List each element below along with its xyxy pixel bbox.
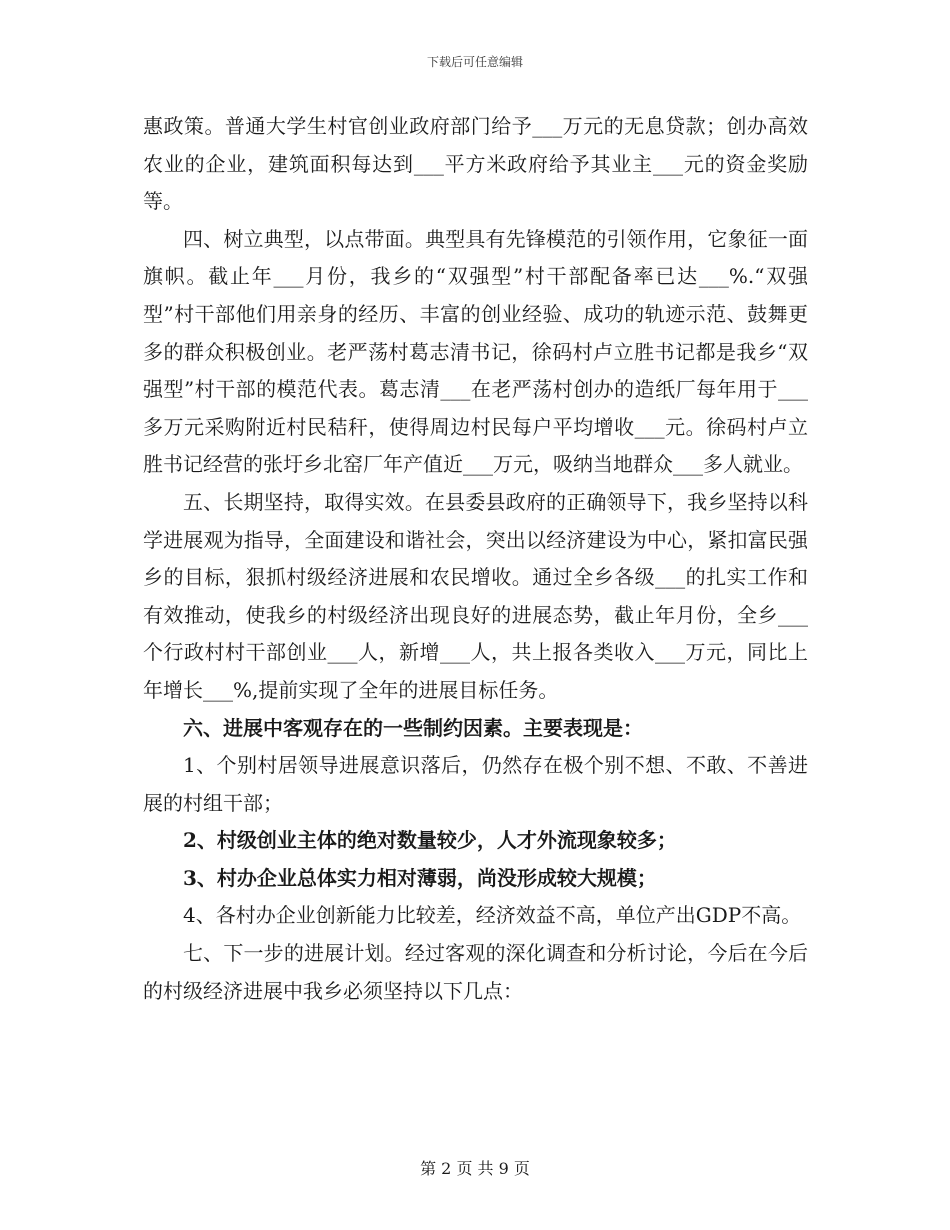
page-header: 下载后可任意编辑 [426,55,523,69]
list-item-4: 4、各村办企业创新能力比较差，经济效益不高，单位产出GDP不高。 [183,903,802,928]
paragraph-continuation: 惠政策。普通大学生村官创业政府部门给予___万元的无息贷款；创办高效农业的企业，建筑面积每达到___平方米政府给予其业主___元的资金奖励等。 [143,114,808,214]
heading-section-six: 六、进展中客观存在的一些制约因素。主要表现是： [183,715,643,740]
list-item-2: 2、村级创业主体的绝对数量较少，人才外流现象较多； [183,828,677,853]
paragraph-section-four: 四、树立典型，以点带面。典型具有先锋模范的引领作用，它象征一面旗帜。截止年___月份，我乡的“双强型”村干部配备率已达___%.“双强型”村干部他们用亲身的经历、丰富的创业经验、成功的轨迹示范、鼓舞更多的群众积极创业。老严荡村葛志清书记，徐码村卢立胜书记都是我乡“双强型”村干部的模范代表。葛志清___在老严荡村创办的造纸厂每年用于___多万元采购附近村民秸秆，使得周边村民每户平均增收___元。徐码村卢立胜书记经营的张圩乡北窑厂年产值近___万元，吸纳当地群众___多人就业。 [143,226,808,477]
list-item-3: 3、村办企业总体实力相对薄弱，尚没形成较大规模； [183,865,657,890]
paragraph-section-seven: 七、下一步的进展计划。经过客观的深化调查和分析讨论，今后在今后的村级经济进展中我乡必须坚持以下几点： [143,941,808,1003]
page-number: 第 2 页 共 9 页 [420,1159,530,1178]
document-body [143,108,808,1010]
list-item-1: 1、个别村居领导进展意识落后，仍然存在极个别不想、不敢、不善进展的村组干部； [143,753,808,815]
paragraph-section-five: 五、长期坚持，取得实效。在县委县政府的正确领导下，我乡坚持以科学进展观为指导，全面建设和谐社会，突出以经济建设为中心，紧扣富民强乡的目标，狠抓村级经济进展和农民增收。通过全乡各级___的扎实工作和有效推动，使我乡的村级经济出现良好的进展态势，截止年月份，全乡___个行政村村干部创业___人，新增___人，共上报各类收入___万元，同比上年增长___%,提前实现了全年的进展目标任务。 [143,489,808,702]
